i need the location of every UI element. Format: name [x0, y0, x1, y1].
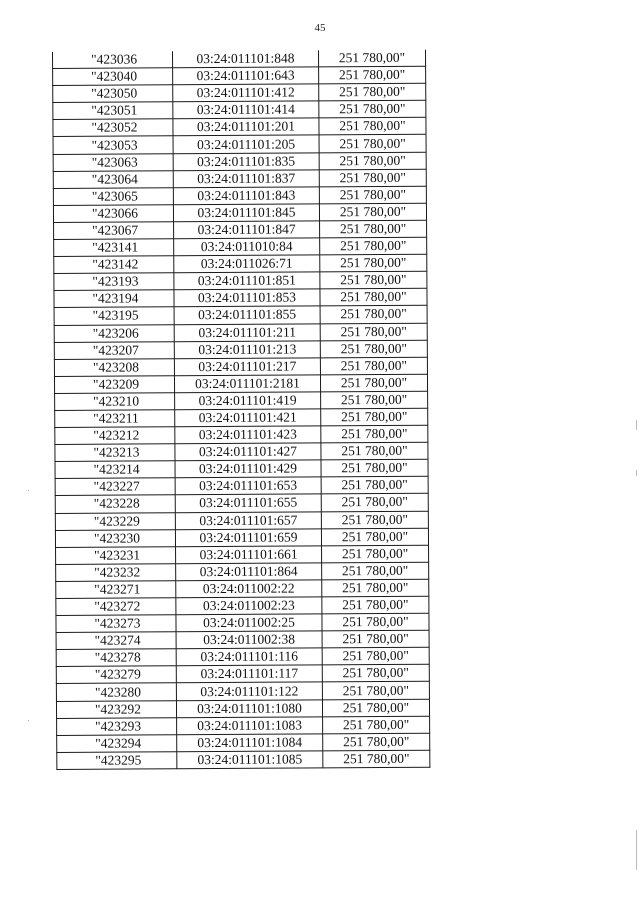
value-cell: 251 780,00" — [321, 459, 428, 477]
value-cell: 251 780,00" — [319, 100, 426, 118]
value-cell: 251 780,00" — [320, 220, 427, 238]
object-number-cell: "423141 — [54, 239, 174, 257]
cadastral-number-cell: 03:24:011101:116 — [176, 648, 322, 666]
value-cell: 251 780,00" — [320, 340, 427, 358]
object-number-cell: "423293 — [57, 717, 177, 735]
object-number-cell: "423294 — [57, 735, 177, 753]
table-row — [56, 613, 429, 632]
table-row — [54, 289, 427, 308]
object-number-cell: "423207 — [54, 341, 174, 359]
cadastral-number-cell: 03:24:011101:1085 — [177, 751, 323, 769]
object-number-cell: "423272 — [56, 598, 176, 616]
cadastral-number-cell: 03:24:011101:213 — [174, 340, 320, 358]
value-cell: 251 780,00" — [322, 699, 429, 717]
value-cell: 251 780,00" — [319, 118, 426, 136]
table-row — [54, 323, 427, 342]
value-cell: 251 780,00" — [323, 733, 430, 751]
value-cell: 251 780,00" — [319, 66, 426, 84]
value-cell: 251 780,00" — [322, 665, 429, 683]
object-number-cell: "423274 — [56, 632, 176, 650]
table-row — [54, 306, 427, 325]
table-row — [53, 100, 426, 119]
object-number-cell: "423065 — [53, 188, 173, 206]
cadastral-number-cell: 03:24:011101:412 — [173, 84, 319, 102]
object-number-cell: "423063 — [53, 153, 173, 171]
table-body — [52, 50, 429, 770]
cadastral-number-cell: 03:24:011101:2181 — [174, 375, 320, 393]
cadastral-number-cell: 03:24:011101:643 — [173, 67, 319, 85]
cadastral-number-cell: 03:24:011101:211 — [174, 323, 320, 341]
value-cell: 251 780,00" — [321, 408, 428, 426]
object-number-cell: "423050 — [53, 85, 173, 103]
object-number-cell: "423195 — [54, 307, 174, 325]
table-row — [55, 494, 428, 513]
value-cell: 251 780,00" — [319, 152, 426, 170]
value-cell: 251 780,00" — [320, 306, 427, 324]
table-row — [53, 66, 426, 85]
cadastral-number-cell: 03:24:011002:22 — [176, 580, 322, 598]
value-cell: 251 780,00" — [318, 50, 425, 67]
table-row — [55, 528, 428, 547]
object-number-cell: "423066 — [53, 205, 173, 223]
cadastral-number-cell: 03:24:011101:217 — [174, 358, 320, 376]
value-cell: 251 780,00" — [321, 442, 428, 460]
object-number-cell: "423231 — [56, 546, 176, 564]
cadastral-number-cell: 03:24:011101:122 — [176, 682, 322, 700]
value-cell: 251 780,00" — [320, 237, 427, 255]
object-number-cell: "423278 — [56, 649, 176, 667]
object-number-cell: "423194 — [54, 290, 174, 308]
value-cell: 251 780,00" — [322, 630, 429, 648]
cadastral-number-cell: 03:24:011101:1083 — [177, 717, 323, 735]
page-number: 45 — [314, 22, 326, 34]
value-cell: 251 780,00" — [320, 374, 427, 392]
value-cell: 251 780,00" — [321, 511, 428, 529]
object-number-cell: "423142 — [54, 256, 174, 274]
cadastral-number-cell: 03:24:011101:117 — [176, 665, 322, 683]
scan-edge-mark — [636, 420, 637, 430]
cadastral-number-cell: 03:24:011101:414 — [173, 101, 319, 119]
object-number-cell: "423280 — [56, 683, 176, 701]
object-number-cell: "423053 — [53, 136, 173, 154]
value-cell: 251 780,00" — [322, 579, 429, 597]
object-number-cell: "423206 — [54, 324, 174, 342]
value-cell: 251 780,00" — [321, 391, 428, 409]
object-number-cell: "423214 — [55, 461, 175, 479]
table-row — [56, 596, 429, 615]
cadastral-table — [52, 50, 430, 770]
scan-speck — [28, 720, 29, 721]
table-row — [57, 750, 430, 769]
cadastral-number-cell: 03:24:011010:84 — [174, 238, 320, 256]
table-row — [55, 459, 428, 478]
value-cell: 251 780,00" — [320, 271, 427, 289]
value-cell: 251 780,00" — [323, 750, 430, 768]
scan-edge-mark — [636, 470, 637, 476]
value-cell: 251 780,00" — [322, 562, 429, 580]
table-row — [57, 716, 430, 735]
cadastral-number-cell: 03:24:011101:1080 — [176, 699, 322, 717]
object-number-cell: "423232 — [56, 564, 176, 582]
table-row — [56, 665, 429, 684]
table-row — [52, 50, 425, 69]
table-row — [55, 477, 428, 496]
value-cell: 251 780,00" — [323, 716, 430, 734]
value-cell: 251 780,00" — [321, 425, 428, 443]
table-row — [54, 271, 427, 290]
object-number-cell: "423036 — [52, 51, 172, 68]
object-number-cell: "423292 — [56, 700, 176, 718]
table-row — [56, 682, 429, 701]
value-cell: 251 780,00" — [322, 647, 429, 665]
object-number-cell: "423227 — [55, 478, 175, 496]
table-row — [53, 169, 426, 188]
cadastral-number-cell: 03:24:011101:657 — [175, 511, 321, 529]
table-row — [56, 630, 429, 649]
value-cell: 251 780,00" — [321, 528, 428, 546]
object-number-cell: "423230 — [55, 529, 175, 547]
table-row — [53, 152, 426, 171]
cadastral-number-cell: 03:24:011101:427 — [175, 443, 321, 461]
object-number-cell: "423067 — [54, 222, 174, 240]
cadastral-number-cell: 03:24:011101:201 — [173, 118, 319, 136]
cadastral-number-cell: 03:24:011002:25 — [176, 614, 322, 632]
cadastral-number-cell: 03:24:011101:1084 — [177, 734, 323, 752]
value-cell: 251 780,00" — [320, 323, 427, 341]
cadastral-number-cell: 03:24:011101:655 — [175, 494, 321, 512]
object-number-cell: "423273 — [56, 615, 176, 633]
table-row — [54, 374, 427, 393]
table-row — [53, 203, 426, 222]
object-number-cell: "423040 — [53, 68, 173, 86]
value-cell: 251 780,00" — [322, 613, 429, 631]
object-number-cell: "423211 — [55, 410, 175, 428]
cadastral-number-cell: 03:24:011101:205 — [173, 135, 319, 153]
cadastral-number-cell: 03:24:011101:837 — [173, 170, 319, 188]
object-number-cell: "423064 — [53, 170, 173, 188]
cadastral-number-cell: 03:24:011101:848 — [172, 50, 318, 67]
value-cell: 251 780,00" — [322, 545, 429, 563]
object-number-cell: "423193 — [54, 273, 174, 291]
table-row — [56, 579, 429, 598]
object-number-cell: "423295 — [57, 752, 177, 770]
cadastral-number-cell: 03:24:011101:864 — [176, 563, 322, 581]
cadastral-number-cell: 03:24:011101:423 — [175, 426, 321, 444]
value-cell: 251 780,00" — [320, 289, 427, 307]
value-cell: 251 780,00" — [322, 682, 429, 700]
cadastral-number-cell: 03:24:011026:71 — [174, 255, 320, 273]
table-row — [53, 83, 426, 102]
table-row — [56, 699, 429, 718]
value-cell: 251 780,00" — [319, 169, 426, 187]
table-row — [55, 511, 428, 530]
table-row — [54, 237, 427, 256]
value-cell: 251 780,00" — [321, 477, 428, 495]
table-row — [54, 220, 427, 239]
cadastral-number-cell: 03:24:011101:421 — [175, 409, 321, 427]
table-row — [55, 442, 428, 461]
table-row — [57, 733, 430, 752]
cadastral-number-cell: 03:24:011101:661 — [176, 546, 322, 564]
object-number-cell: "423271 — [56, 581, 176, 599]
value-cell: 251 780,00" — [320, 254, 427, 272]
object-number-cell: "423210 — [55, 393, 175, 411]
object-number-cell: "423279 — [56, 666, 176, 684]
value-cell: 251 780,00" — [319, 83, 426, 101]
table-row — [55, 391, 428, 410]
object-number-cell: "423208 — [54, 358, 174, 376]
cadastral-number-cell: 03:24:011101:653 — [175, 477, 321, 495]
value-cell: 251 780,00" — [320, 357, 427, 375]
cadastral-number-cell: 03:24:011101:835 — [173, 152, 319, 170]
cadastral-number-cell: 03:24:011002:23 — [176, 597, 322, 615]
table-row — [55, 425, 428, 444]
table-row — [55, 408, 428, 427]
table-row — [56, 562, 429, 581]
cadastral-number-cell: 03:24:011101:419 — [175, 392, 321, 410]
object-number-cell: "423052 — [53, 119, 173, 137]
cadastral-number-cell: 03:24:011101:851 — [174, 272, 320, 290]
object-number-cell: "423209 — [54, 376, 174, 394]
table-row — [53, 118, 426, 137]
cadastral-number-cell: 03:24:011002:38 — [176, 631, 322, 649]
cadastral-number-cell: 03:24:011101:855 — [174, 306, 320, 324]
cadastral-number-cell: 03:24:011101:843 — [173, 187, 319, 205]
table-row — [56, 647, 429, 666]
table-row — [54, 357, 427, 376]
scan-speck — [28, 490, 29, 491]
table-row — [53, 135, 426, 154]
cadastral-number-cell: 03:24:011101:659 — [175, 528, 321, 546]
table-wrapper — [52, 50, 430, 770]
object-number-cell: "423213 — [55, 444, 175, 462]
object-number-cell: "423229 — [55, 512, 175, 530]
value-cell: 251 780,00" — [322, 596, 429, 614]
cadastral-number-cell: 03:24:011101:429 — [175, 460, 321, 478]
table-row — [56, 545, 429, 564]
table-row — [54, 254, 427, 273]
scan-edge-mark — [636, 830, 637, 870]
table-row — [53, 186, 426, 205]
value-cell: 251 780,00" — [319, 203, 426, 221]
value-cell: 251 780,00" — [319, 186, 426, 204]
cadastral-number-cell: 03:24:011101:847 — [174, 221, 320, 239]
cadastral-number-cell: 03:24:011101:853 — [174, 289, 320, 307]
value-cell: 251 780,00" — [321, 494, 428, 512]
object-number-cell: "423228 — [55, 495, 175, 513]
value-cell: 251 780,00" — [319, 135, 426, 153]
object-number-cell: "423212 — [55, 427, 175, 445]
object-number-cell: "423051 — [53, 102, 173, 120]
cadastral-number-cell: 03:24:011101:845 — [173, 204, 319, 222]
table-row — [54, 340, 427, 359]
